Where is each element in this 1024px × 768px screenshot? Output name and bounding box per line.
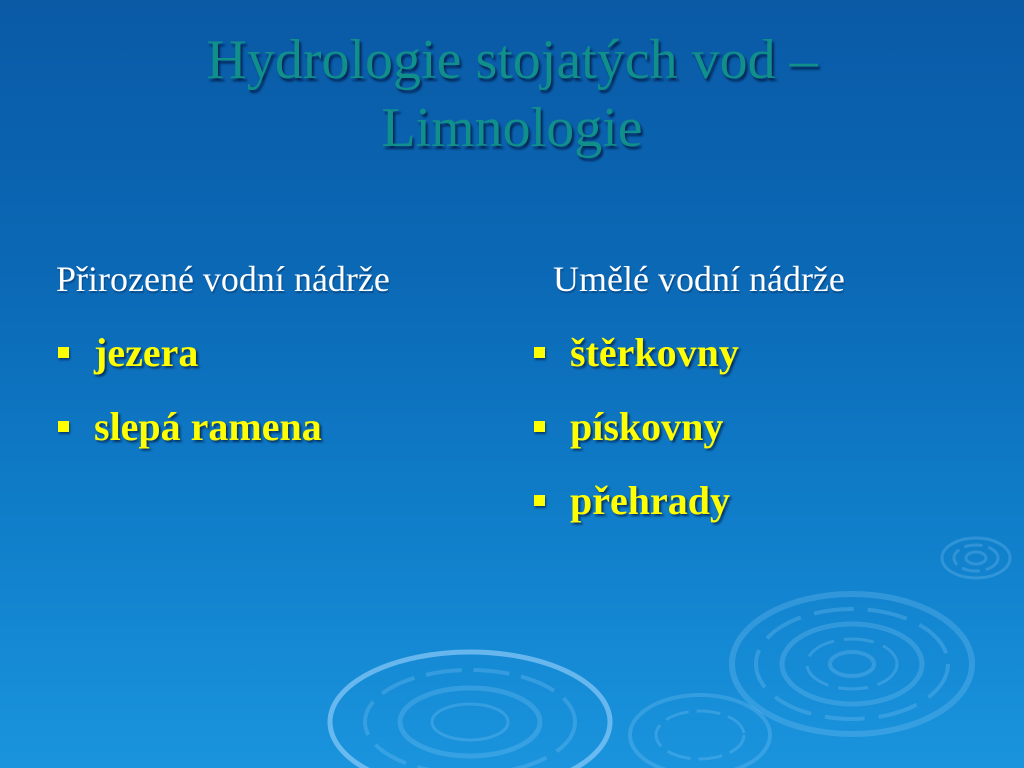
left-column-list: [56, 328, 322, 476]
slide-title: [0, 26, 1024, 162]
square-bullet-icon: [534, 421, 545, 432]
list-item: [56, 402, 322, 476]
list-item: [532, 402, 739, 476]
left-column-heading: Přirozené vodní nádrže: [56, 259, 390, 299]
list-item-text: přehrady: [570, 478, 730, 523]
list-item-text: pískovny: [570, 404, 724, 449]
list-item: [532, 476, 739, 550]
list-item-text: štěrkovny: [570, 330, 739, 375]
title-line-2: Limnologie: [381, 97, 643, 159]
square-bullet-icon: [58, 347, 69, 358]
list-item: [56, 328, 322, 402]
list-item: [532, 328, 739, 402]
right-column-list: [532, 328, 739, 550]
square-bullet-icon: [534, 347, 545, 358]
list-item-text: slepá ramena: [94, 404, 322, 449]
list-item-text: jezera: [94, 330, 199, 375]
title-line-1: Hydrologie stojatých vod –: [206, 29, 818, 91]
square-bullet-icon: [534, 495, 545, 506]
right-column-heading: Umělé vodní nádrže: [553, 259, 845, 299]
square-bullet-icon: [58, 421, 69, 432]
